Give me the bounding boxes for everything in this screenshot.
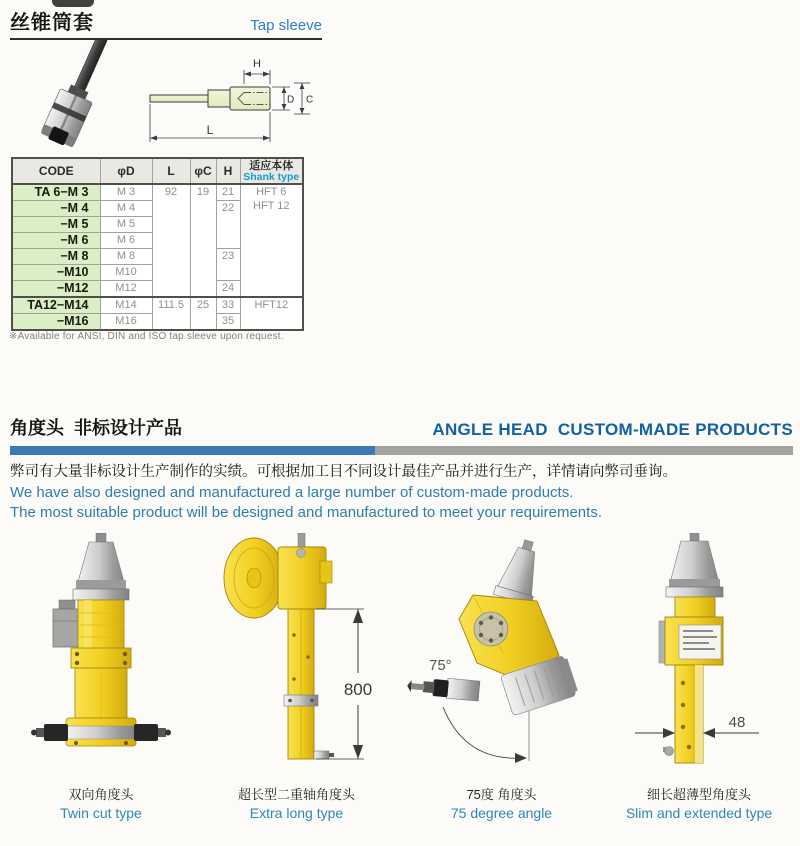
- product-extra-long: [194, 533, 399, 823]
- divider-blue-segment: [10, 446, 375, 455]
- code-cell: −M10: [12, 265, 100, 281]
- caption-zh: 超长型二重轴角度头: [237, 787, 355, 802]
- twin-cut-illustration: [26, 533, 176, 780]
- col-header-code: CODE: [12, 158, 100, 184]
- product-75-degree: [399, 533, 604, 823]
- dim-label-h: H: [253, 58, 261, 70]
- dim-label-d: D: [287, 94, 295, 106]
- value-cell: M 6: [100, 233, 152, 249]
- section1-title-en: Tap sleeve: [250, 17, 322, 34]
- section1-title-zh: 丝锥筒套: [10, 12, 94, 34]
- value-cell: 22: [216, 201, 240, 249]
- table-row: [12, 184, 303, 201]
- dim-label-l: L: [206, 123, 214, 137]
- dim-label-48: 48: [728, 714, 746, 731]
- col-header-l: L: [152, 158, 190, 184]
- code-cell: TA 6−M 3: [12, 184, 100, 201]
- tap-sleeve-spec-table: [11, 157, 304, 331]
- value-cell: M12: [100, 281, 152, 298]
- section2-header: [10, 414, 793, 440]
- value-cell: M14: [100, 297, 152, 314]
- col-header-shank-en: Shank type: [243, 170, 300, 183]
- value-cell: 24: [216, 281, 240, 298]
- value-cell: 35: [216, 314, 240, 331]
- shank-value: HFT 6: [256, 186, 287, 198]
- value-cell: M 5: [100, 217, 152, 233]
- caption-en: 75 degree angle: [450, 805, 553, 821]
- description-en-line2: The most suitable product will be designed and manufactured to meet your requirements.: [10, 504, 602, 521]
- value-cell: 92: [152, 184, 190, 297]
- value-cell: 19: [190, 184, 216, 297]
- slim-extended-illustration: [619, 533, 779, 780]
- col-header-shank: [240, 158, 303, 184]
- product-slim-extended: [604, 533, 794, 823]
- dim-label-800: 800: [343, 680, 372, 699]
- dim-label-c: C: [306, 94, 314, 106]
- shank-value: HFT 12: [253, 200, 290, 212]
- value-cell: M10: [100, 265, 152, 281]
- value-cell: M16: [100, 314, 152, 331]
- caption-zh: 双向角度头: [68, 787, 134, 802]
- description-zh: 弊司有大量非标设计生产制作的实绩。可根据加工目不同设计最佳产品并进行生产，详情请向弊司垂询。: [10, 464, 677, 480]
- product-gallery: [8, 533, 794, 823]
- section1-header: [10, 6, 322, 40]
- seventy-five-degree-illustration: [407, 533, 597, 780]
- caption-zh: 细长超薄型角度头: [646, 787, 751, 802]
- caption-zh: 75度 角度头: [466, 787, 537, 802]
- col-header-h: H: [216, 158, 240, 184]
- value-cell: 33: [216, 297, 240, 314]
- value-cell: 23: [216, 249, 240, 281]
- shank-cell: [240, 297, 303, 330]
- availability-note: ※Available for ANSI, DIN and ISO tap sleeve upon request.: [9, 331, 284, 342]
- code-cell: −M 4: [12, 201, 100, 217]
- section2-title-en: ANGLE HEAD CUSTOM-MADE PRODUCTS: [432, 420, 793, 439]
- code-cell: −M 8: [12, 249, 100, 265]
- value-cell: M 3: [100, 184, 152, 201]
- value-cell: 21: [216, 184, 240, 201]
- shank-value: HFT12: [254, 299, 289, 311]
- caption-en: Extra long type: [249, 805, 344, 821]
- tap-sleeve-photo: [12, 40, 137, 154]
- code-cell: −M 5: [12, 217, 100, 233]
- table-row: [12, 297, 303, 314]
- divider-gray-segment: [375, 446, 793, 455]
- value-cell: 25: [190, 297, 216, 330]
- caption-en: Slim and extended type: [625, 805, 773, 821]
- section2-description: [10, 462, 795, 523]
- extra-long-illustration: [212, 533, 382, 780]
- col-header-d: φD: [100, 158, 152, 184]
- shank-cell: [240, 184, 303, 297]
- caption-en: Twin cut type: [60, 805, 142, 821]
- dim-label-75: 75°: [428, 657, 452, 674]
- section2-divider-bar: [10, 446, 793, 455]
- description-en-line1: We have also designed and manufactured a large number of custom-made products.: [10, 484, 574, 501]
- tap-sleeve-drawing: [132, 46, 332, 156]
- col-header-c: φC: [190, 158, 216, 184]
- value-cell: M 4: [100, 201, 152, 217]
- code-cell: −M16: [12, 314, 100, 331]
- code-cell: −M12: [12, 281, 100, 298]
- value-cell: M 8: [100, 249, 152, 265]
- section2-title-zh: 角度头 非标设计产品: [10, 418, 183, 438]
- code-cell: TA12−M14: [12, 297, 100, 314]
- code-cell: −M 6: [12, 233, 100, 249]
- value-cell: 111.5: [152, 297, 190, 330]
- product-twin-cut: [8, 533, 194, 823]
- col-header-shank-zh: 适应本体: [249, 159, 294, 172]
